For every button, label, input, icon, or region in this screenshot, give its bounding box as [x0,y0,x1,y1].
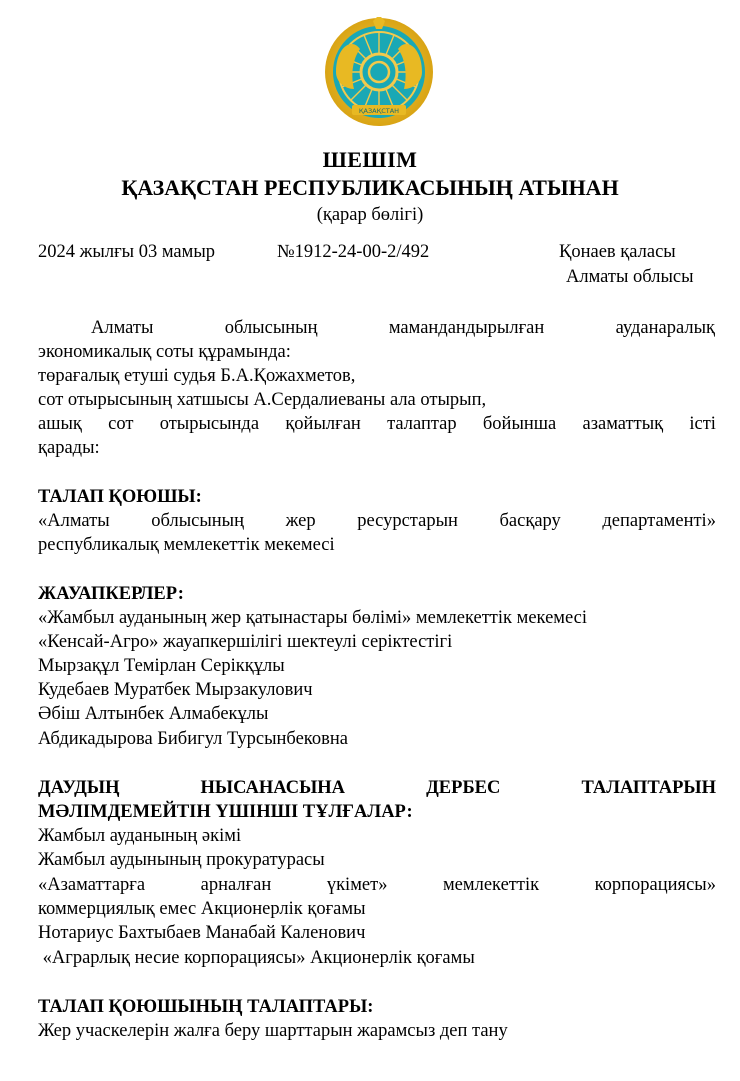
defendant-item: Абдикадырова Бибигул Турсынбековна [38,729,348,749]
claims-heading: ТАЛАП ҚОЮШЫНЫҢ ТАЛАПТАРЫ: [38,997,374,1017]
defendant-item: Кудебаев Муратбек Мырзакулович [38,680,313,700]
third-party-item: Жамбыл ауданының әкімі [38,826,242,846]
intro-line-5: ашық сот отырысында қойылған талаптар бойынша азаматтық істі [38,414,716,434]
third-party-item-continued: коммерциялық емес Акционерлік қоғамы [38,899,366,919]
defendants-heading: ЖАУАПКЕРЛЕР: [38,584,184,604]
defendant-item: Әбіш Алтынбек Алмабекұлы [38,704,269,724]
city: Қонаев қаласы [559,242,676,262]
intro-line-6: қарады: [38,438,100,458]
state-emblem [324,17,434,127]
defendant-item: «Жамбыл ауданының жер қатынастары бөлімі» мемлекеттік мекемесі [38,608,588,628]
third-parties-heading-line-2: МӘЛІМДЕМЕЙТІН ҮШІНШІ ТҰЛҒАЛАР: [38,802,413,822]
third-party-item: Жамбыл аудынының прокуратурасы [38,850,325,870]
defendant-item: «Кенсай-Агро» жауапкершілігі шектеулі серіктестігі [38,632,453,652]
region: Алматы облысы [566,267,694,287]
plaintiff-line-1: «Алматы облысының жер ресурстарын басқару департаменті» [38,511,716,531]
plaintiff-line-2: республикалық мемлекеттік мекемесі [38,535,335,555]
third-party-item: «Азаматтарға арналған үкімет» мемлекеттік корпорациясы» [38,875,716,895]
claims-line-1: Жер учаскелерін жалға беру шарттарын жарамсыз деп тану [38,1021,508,1041]
emblem-banner-text: ҚАЗАҚСТАН [358,107,400,115]
case-number: №1912-24-00-2/492 [277,242,430,262]
third-parties-heading-line-1: ДАУДЫҢ НЫСАНАСЫНА ДЕРБЕС ТАЛАПТАРЫН [38,778,716,798]
document-title: ШЕШІМ [322,147,418,172]
document-subtitle: ҚАЗАҚСТАН РЕСПУБЛИКАСЫНЫҢ АТЫНАН [121,175,619,200]
intro-line-1: Алматы облысының мамандандырылған ауданаралық [91,318,715,338]
defendant-item: Мырзақұл Темірлан Серікқұлы [38,656,285,676]
intro-line-4: сот отырысының хатшысы А.Сердалиеваны ала отырып, [38,390,487,410]
intro-line-2: экономикалық соты құрамында: [38,342,291,362]
document-header [0,146,740,228]
third-party-item: Нотариус Бахтыбаев Манабай Каленович [38,923,366,943]
intro-line-3: төрағалық етуші судья Б.А.Қожахметов, [38,366,356,386]
plaintiff-heading: ТАЛАП ҚОЮШЫ: [38,487,202,507]
decision-date: 2024 жылғы 03 мамыр [38,242,216,262]
third-party-item: «Аграрлық несие корпорациясы» Акционерлік қоғамы [38,948,475,968]
document-part: (қарар бөлігі) [316,205,424,225]
